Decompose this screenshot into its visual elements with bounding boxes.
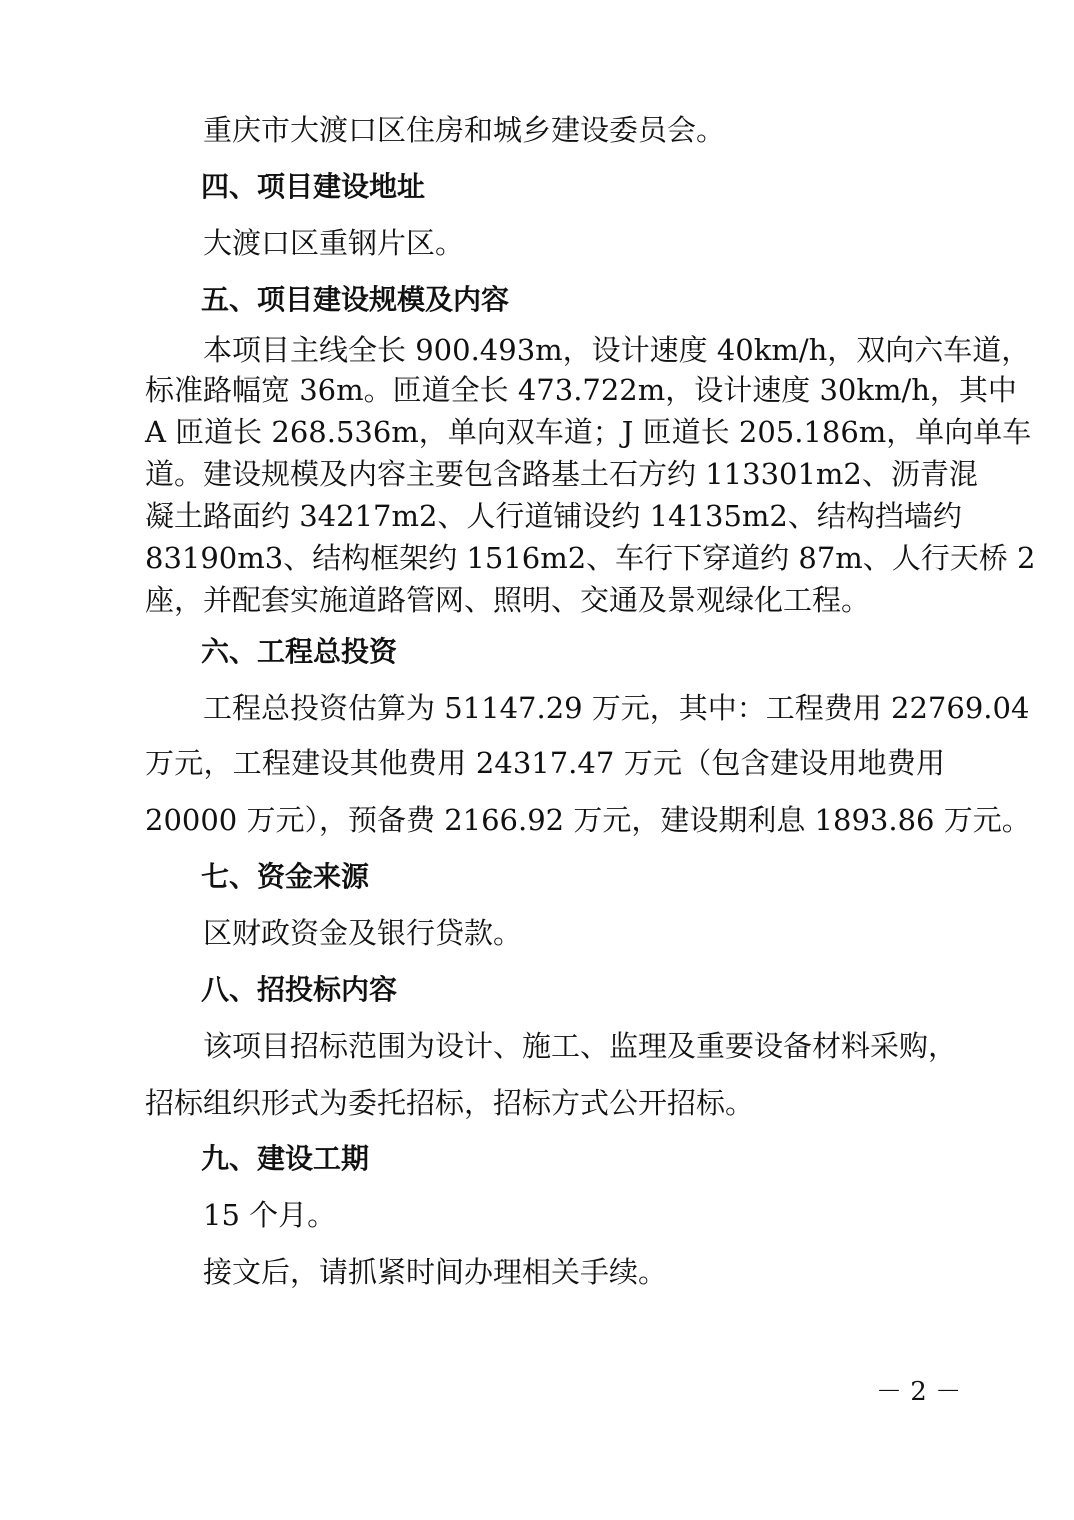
closing-text: 接文后，请抓紧时间办理相关手续。 bbox=[203, 1255, 668, 1289]
location-text: 大渡口区重钢片区。 bbox=[203, 226, 465, 260]
scale-text-line-2: 标准路幅宽 36m。匝道全长 473.722m，设计速度 30km/h，其中 bbox=[145, 373, 1017, 407]
bidding-text-line-1: 该项目招标范围为设计、施工、监理及重要设备材料采购， bbox=[203, 1029, 958, 1063]
scale-text-line-5: 凝土路面约 34217m2、人行道铺设约 14135m2、结构挡墙约 bbox=[145, 499, 962, 533]
scale-text-line-6: 83190m3、结构框架约 1516m2、车行下穿道约 87m、人行天桥 2 bbox=[145, 541, 1036, 575]
investment-text-line-2: 万元，工程建设其他费用 24317.47 万元（包含建设用地费用 bbox=[145, 746, 945, 780]
scale-text-line-7: 座，并配套实施道路管网、照明、交通及景观绿化工程。 bbox=[145, 583, 871, 617]
funding-text: 区财政资金及银行贷款。 bbox=[203, 916, 523, 950]
period-text: 15 个月。 bbox=[203, 1198, 337, 1232]
heading-location: 四、项目建设地址 bbox=[201, 170, 426, 203]
investment-text-line-3: 20000 万元），预备费 2166.92 万元，建设期利息 1893.86 万元。 bbox=[145, 803, 1031, 837]
scale-text-line-4: 道。建设规模及内容主要包含路基土石方约 113301m2、沥青混 bbox=[145, 457, 978, 491]
issuer-text: 重庆市大渡口区住房和城乡建设委员会。 bbox=[203, 113, 726, 147]
heading-period: 九、建设工期 bbox=[201, 1142, 370, 1175]
heading-funding: 七、资金来源 bbox=[201, 860, 370, 893]
heading-scale: 五、项目建设规模及内容 bbox=[201, 283, 510, 316]
heading-bidding: 八、招投标内容 bbox=[201, 973, 398, 1006]
scale-text-line-1: 本项目主线全长 900.493m，设计速度 40km/h，双向六车道， bbox=[203, 333, 1031, 367]
scale-text-line-3: A 匝道长 268.536m，单向双车道；J 匝道长 205.186m，单向单车 bbox=[145, 415, 1032, 449]
bidding-text-line-2: 招标组织形式为委托招标，招标方式公开招标。 bbox=[145, 1086, 755, 1120]
page-number: － 2 － bbox=[876, 1377, 962, 1407]
heading-investment: 六、工程总投资 bbox=[201, 635, 398, 668]
investment-text-line-1: 工程总投资估算为 51147.29 万元，其中：工程费用 22769.04 bbox=[203, 691, 1030, 725]
